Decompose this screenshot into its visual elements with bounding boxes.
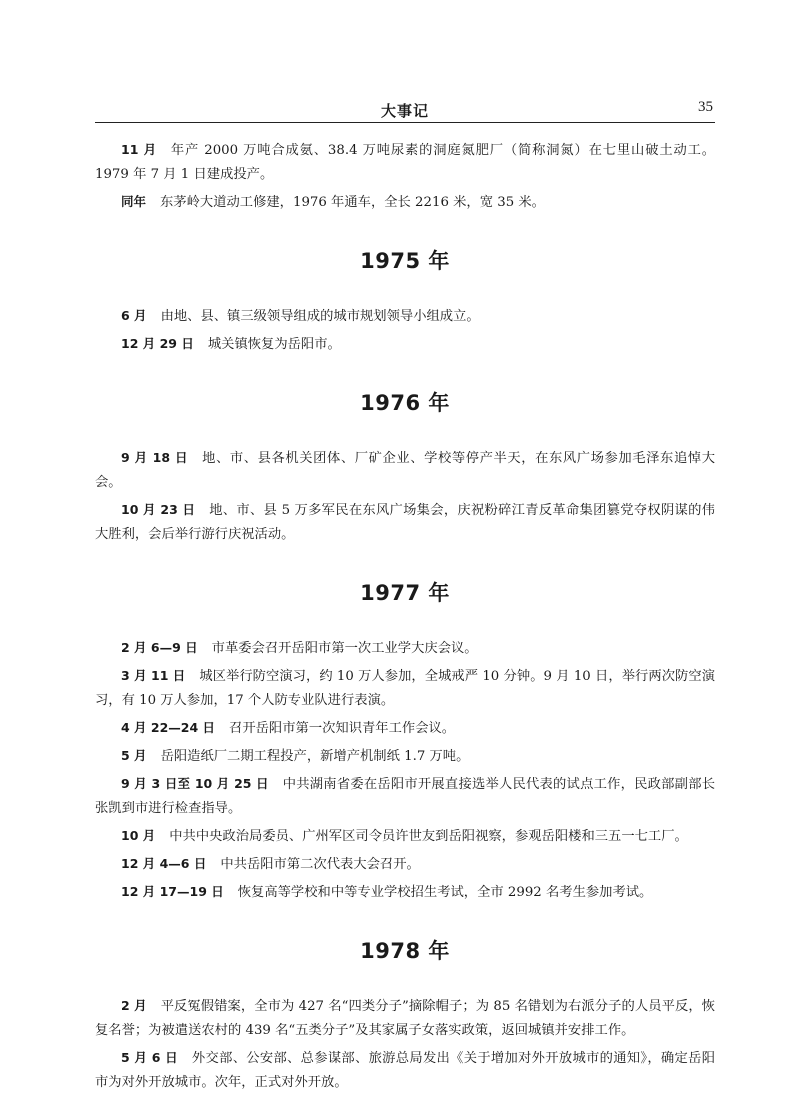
entry <box>95 994 715 1043</box>
entry-date: 5 月 6 日 <box>121 1050 178 1065</box>
entry <box>95 880 715 905</box>
entry <box>95 824 715 849</box>
entry-date: 12 月 29 日 <box>121 336 194 351</box>
entry-date: 12 月 17—19 日 <box>121 884 224 899</box>
entry-text: 中共岳阳市第二次代表大会召开。 <box>220 857 420 872</box>
entry-date: 6 月 <box>121 308 147 323</box>
year-heading: 1975 年 <box>360 249 450 273</box>
year-heading: 1978 年 <box>360 939 450 963</box>
entry-text: 东茅岭大道动工修建，1976 年通车，全长 2216 米，宽 35 米。 <box>160 195 545 210</box>
entry-text: 平反冤假错案，全市为 427 名“四类分子”摘除帽子；为 85 名错划为右派分子的人员平反，恢复名誉；为被遣送农村的 439 名“五类分子”及其家属子女落实政策，返回城镇并安排工作。 <box>95 999 715 1038</box>
entry-date: 同年 <box>121 194 147 209</box>
entry-date: 12 月 4—6 日 <box>121 856 207 871</box>
entry <box>95 446 715 495</box>
entry-date: 9 月 18 日 <box>121 450 189 465</box>
year-heading: 1976 年 <box>360 391 450 415</box>
entry-date: 4 月 22—24 日 <box>121 720 216 735</box>
entry <box>95 744 715 769</box>
entry <box>95 716 715 741</box>
entry <box>95 636 715 661</box>
entry <box>95 1046 715 1095</box>
entry-date: 10 月 23 日 <box>121 502 196 517</box>
page-content <box>95 138 715 1098</box>
entry <box>95 304 715 329</box>
entry <box>95 772 715 821</box>
entry-date: 9 月 3 日至 10 月 25 日 <box>121 776 269 791</box>
entry <box>95 852 715 877</box>
entry <box>95 138 715 187</box>
entry-text: 年产 2000 万吨合成氨、38.4 万吨尿素的洞庭氮肥厂（简称洞氮）在七里山破土动工。1979 年 7 月 1 日建成投产。 <box>95 143 716 182</box>
page-number: 35 <box>698 99 713 115</box>
entry-text: 中共中央政治局委员、广州军区司令员许世友到岳阳视察，参观岳阳楼和三五一七工厂。 <box>169 829 688 844</box>
year-heading: 1977 年 <box>360 581 450 605</box>
entry-text: 城区举行防空演习，约 10 万人参加，全城戒严 10 分钟。9 月 10 日，举行两次防空演习，有 10 万人参加，17 个人防专业队进行表演。 <box>95 669 715 708</box>
entry-text: 外交部、公安部、总参谋部、旅游总局发出《关于增加对外开放城市的通知》，确定岳阳市为对外开放城市。次年，正式对外开放。 <box>95 1051 715 1090</box>
entry-date: 2 月 <box>121 998 147 1013</box>
entry-text: 市革委会召开岳阳市第一次工业学大庆会议。 <box>211 641 478 656</box>
entry-date: 10 月 <box>121 828 156 843</box>
entry <box>95 332 715 357</box>
entry-text: 召开岳阳市第一次知识青年工作会议。 <box>229 721 456 736</box>
entry-date: 3 月 11 日 <box>121 668 186 683</box>
entry-date: 5 月 <box>121 748 147 763</box>
entry-text: 城关镇恢复为岳阳市。 <box>207 337 341 352</box>
entry <box>95 664 715 713</box>
entry-date: 11 月 <box>121 142 157 157</box>
entry-text: 岳阳造纸厂二期工程投产，新增产机制纸 1.7 万吨。 <box>160 749 470 764</box>
entry-text: 由地、县、镇三级领导组成的城市规划领导小组成立。 <box>160 309 480 324</box>
page-header <box>95 98 715 123</box>
entry-text: 地、市、县各机关团体、厂矿企业、学校等停产半天，在东风广场参加毛泽东追悼大会。 <box>95 451 715 490</box>
entry <box>95 498 715 547</box>
entry-text: 地、市、县 5 万多军民在东风广场集会，庆祝粉碎江青反革命集团篡党夺权阴谋的伟大胜利，会后举行游行庆祝活动。 <box>95 503 715 542</box>
entry-date: 2 月 6—9 日 <box>121 640 198 655</box>
entry <box>95 190 715 215</box>
entry-text: 恢复高等学校和中等专业学校招生考试，全市 2992 名考生参加考试。 <box>237 885 653 900</box>
entry-text: 中共湖南省委在岳阳市开展直接选举人民代表的试点工作，民政部副部长张凯到市进行检查指导。 <box>95 777 716 816</box>
header-title: 大事记 <box>380 102 429 120</box>
